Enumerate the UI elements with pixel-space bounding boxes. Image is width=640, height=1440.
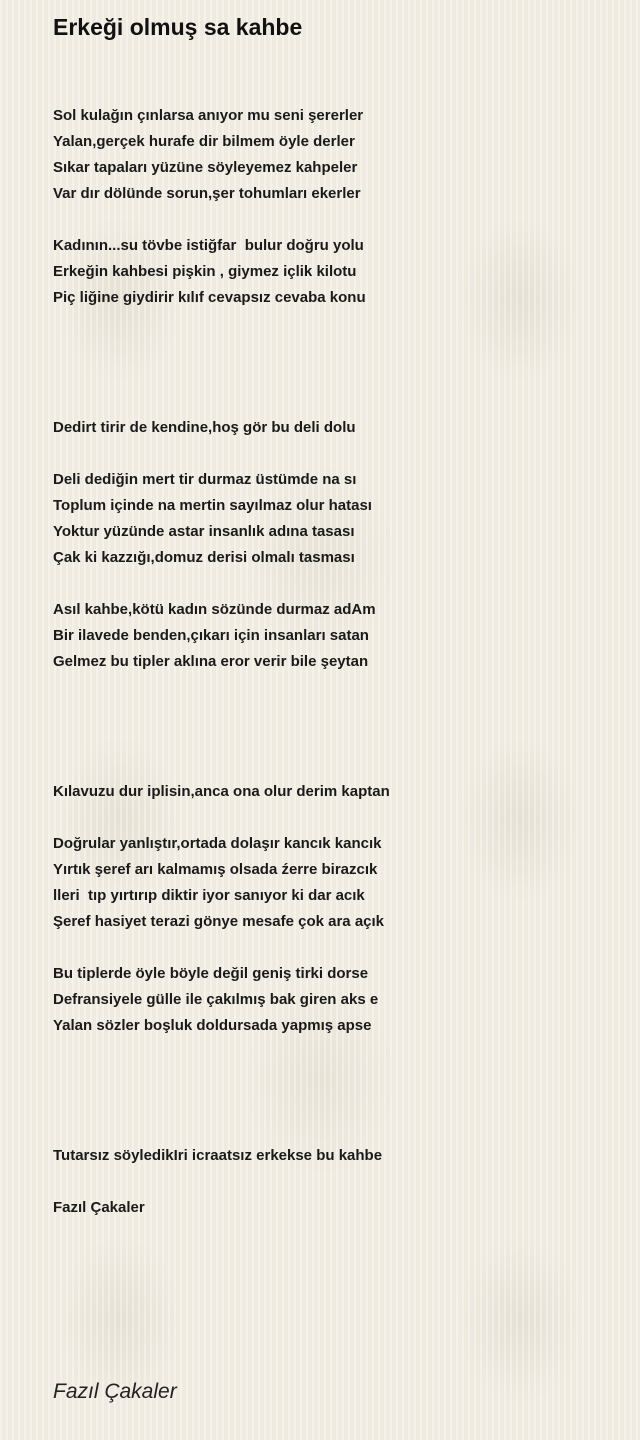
poem-line: Yırtık şeref arı kalmamış olsada źerre birazcık	[53, 861, 378, 878]
author-signature: Fazıl Çakaler	[53, 1380, 177, 1403]
poem-line: Asıl kahbe,kötü kadın sözünde durmaz adAm	[53, 601, 376, 618]
poem-blank-line	[53, 675, 623, 701]
poem-line: Toplum içinde na mertin sayılmaz olur hatası	[53, 497, 372, 514]
poem-blank-line	[53, 363, 623, 389]
poem-line: Kadının...su tövbe istiğfar bulur doğru yolu	[53, 237, 364, 254]
poem-line: Tutarsız söyledikIri icraatsız erkekse bu kahbe	[53, 1147, 383, 1164]
poem-line: Deli dediğin mert tir durmaz üstümde na sı	[53, 471, 357, 488]
poem-blank-line	[53, 701, 623, 727]
poem-line: Gelmez bu tipler aklına eror verir bile şeytan	[53, 653, 369, 670]
poem-title: Erkeği olmuş sa kahbe	[53, 14, 303, 40]
poem-line: Dedirt tirir de kendine,hoş gör bu deli dolu	[53, 419, 356, 436]
poem-blank-line	[53, 389, 623, 415]
poem-line: lleri tıp yırtırıp diktir iyor sanıyor ki dar acık	[53, 887, 365, 904]
poem-line: Sıkar tapaları yüzüne söyleyemez kahpeler	[53, 159, 358, 176]
poem-blank-line	[53, 337, 623, 363]
poem-blank-line	[53, 1039, 623, 1065]
poem-line: Şeref hasiyet terazi gönye mesafe çok ara açık	[53, 913, 385, 930]
poem-line: Kılavuzu dur iplisin,anca ona olur derim kaptan	[53, 783, 390, 800]
poem-blank-line	[53, 1091, 623, 1117]
poem-line: Fazıl Çakaler	[53, 1199, 145, 1216]
poem-line: Yoktur yüzünde astar insanlık adına tasası	[53, 523, 355, 540]
poem-line: Defransiyele gülle ile çakılmış bak giren aks e	[53, 991, 379, 1008]
poem-line: Yalan sözler boşluk doldursada yapmış apse	[53, 1017, 372, 1034]
poem-blank-line	[53, 571, 623, 597]
poem-blank-line	[53, 441, 623, 467]
poem-line: Var dır dölünde sorun,şer tohumları ekerler	[53, 185, 361, 202]
poem-line: Bir ilavede benden,çıkarı için insanları satan	[53, 627, 369, 644]
poem-blank-line	[53, 727, 623, 753]
poem-blank-line	[53, 805, 623, 831]
poem-blank-line	[53, 311, 623, 337]
poem-blank-line	[53, 753, 623, 779]
poem-blank-line	[53, 1065, 623, 1091]
poem-line: Erkeğin kahbesi pişkin , giymez içlik kilotu	[53, 263, 357, 280]
poem-line: Çak ki kazzığı,domuz derisi olmalı tasması	[53, 549, 355, 566]
poem-blank-line	[53, 1169, 623, 1195]
poem-line: Sol kulağın çınlarsa anıyor mu seni şererler	[53, 107, 364, 124]
poem-line: Bu tiplerde öyle böyle değil geniş tirki dorse	[53, 965, 369, 982]
poem-line: Doğrular yanlıştır,ortada dolaşır kancık kancık	[53, 835, 382, 852]
poem-line: Yalan,gerçek hurafe dir bilmem öyle derler	[53, 133, 355, 150]
poem-body	[53, 103, 623, 1221]
poem-blank-line	[53, 207, 623, 233]
poem-line: Piç liğine giydirir kılıf cevapsız cevaba konu	[53, 289, 366, 306]
poem-blank-line	[53, 1117, 623, 1143]
poem-blank-line	[53, 935, 623, 961]
